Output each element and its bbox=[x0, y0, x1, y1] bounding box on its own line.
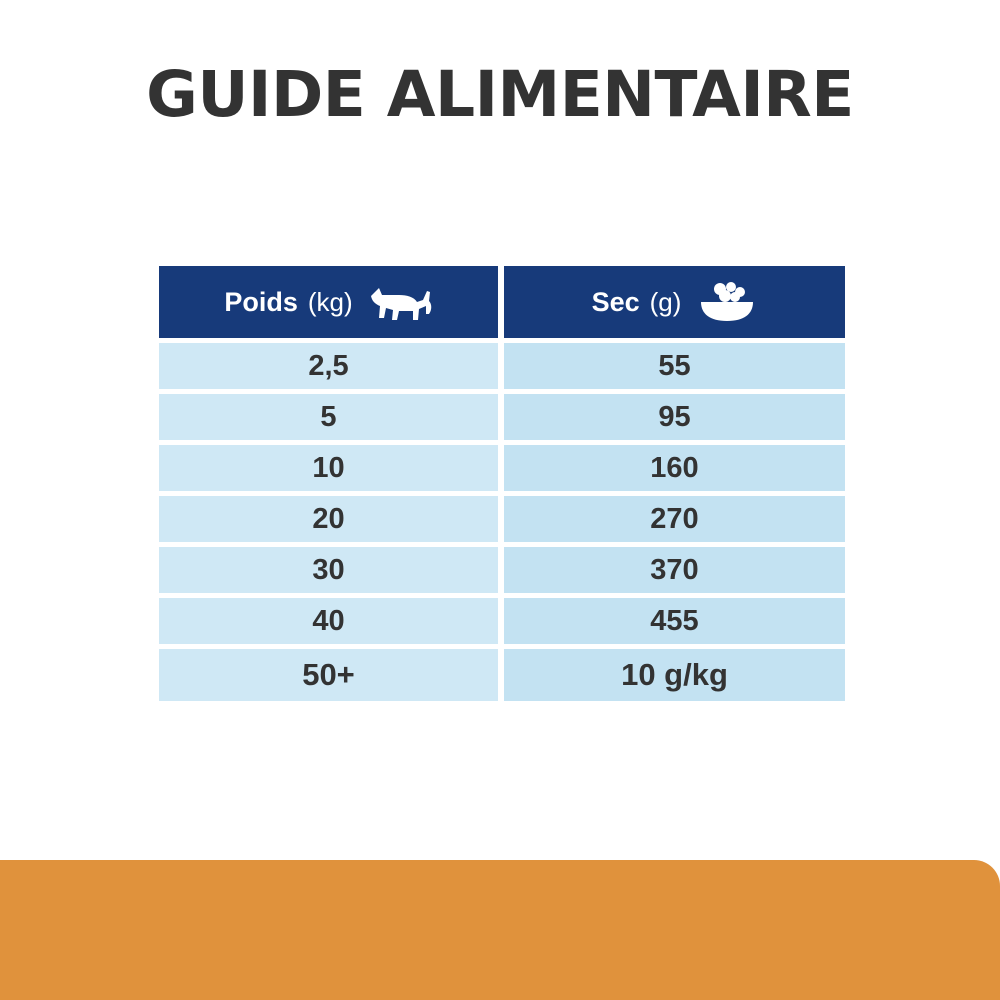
column-header-weight-label: Poids bbox=[224, 286, 298, 317]
column-header-weight-unit: (kg) bbox=[307, 286, 353, 317]
column-header-weight bbox=[159, 266, 498, 338]
table-cell-dry: 160 bbox=[504, 445, 845, 491]
food-bowl-icon bbox=[697, 281, 757, 323]
table-cell-weight: 50+ bbox=[159, 649, 498, 701]
feeding-guide-table bbox=[159, 266, 845, 701]
table-cell-dry: 55 bbox=[504, 343, 845, 389]
table-cell-dry: 10 g/kg bbox=[504, 649, 845, 701]
column-header-dry bbox=[504, 266, 845, 338]
footer-band bbox=[0, 860, 1000, 1000]
table-cell-weight: 30 bbox=[159, 547, 498, 593]
page-title: GUIDE ALIMENTAIRE bbox=[146, 58, 854, 131]
table-cell-weight: 40 bbox=[159, 598, 498, 644]
table-cell-weight: 2,5 bbox=[159, 343, 498, 389]
dog-icon bbox=[369, 282, 433, 322]
column-header-dry-unit: (g) bbox=[649, 286, 682, 317]
table-cell-weight: 20 bbox=[159, 496, 498, 542]
column-header-dry-label: Sec bbox=[591, 286, 640, 317]
column-weight bbox=[159, 266, 498, 701]
table-cell-weight: 10 bbox=[159, 445, 498, 491]
table-cell-dry: 95 bbox=[504, 394, 845, 440]
table-cell-weight: 5 bbox=[159, 394, 498, 440]
table-cell-dry: 370 bbox=[504, 547, 845, 593]
table-columns bbox=[159, 266, 845, 701]
column-dry bbox=[504, 266, 845, 701]
table-cell-dry: 270 bbox=[504, 496, 845, 542]
table-cell-dry: 455 bbox=[504, 598, 845, 644]
